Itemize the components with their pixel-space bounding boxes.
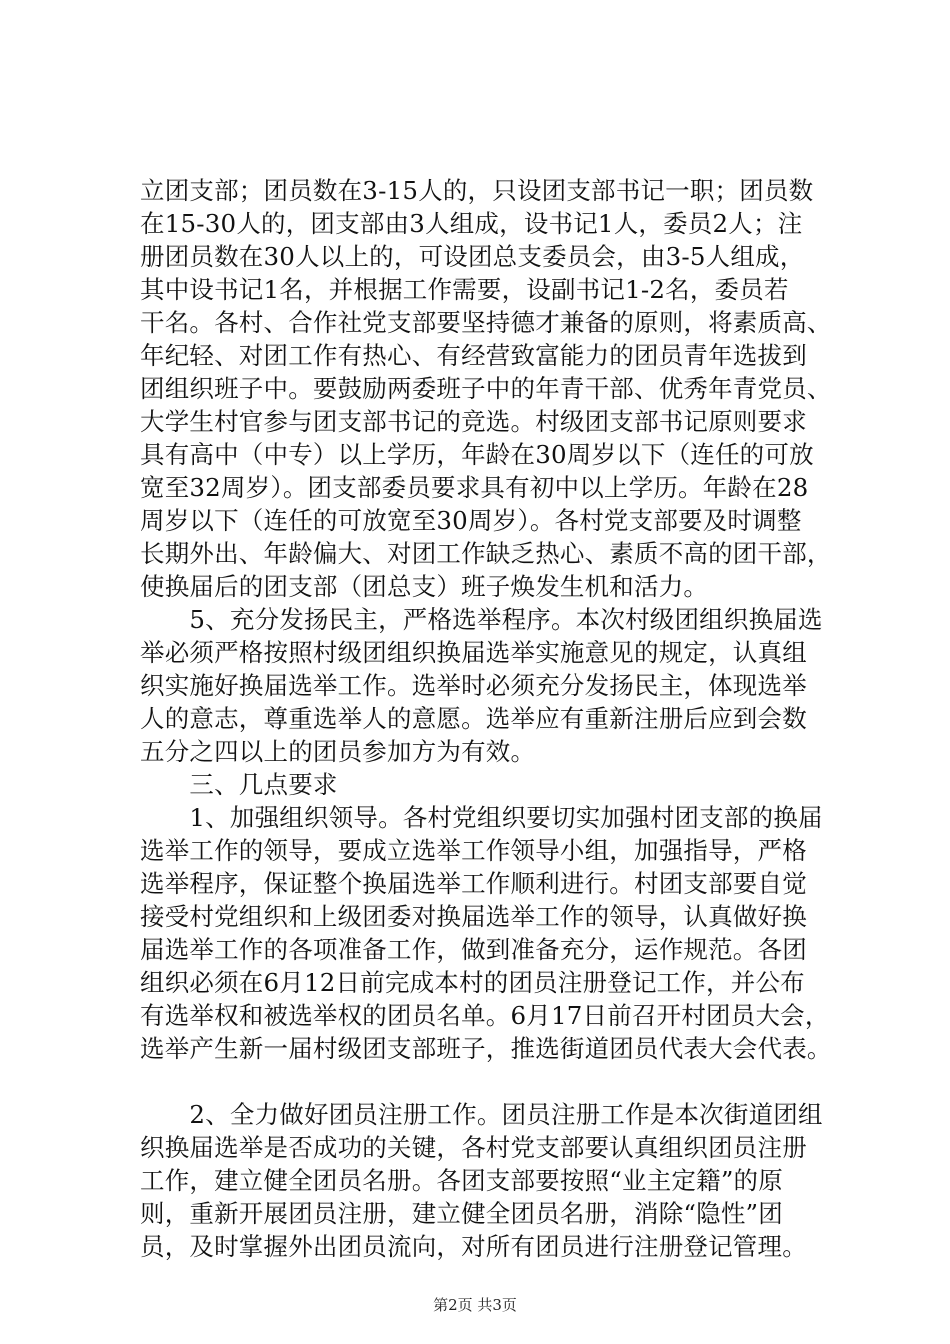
text-line: 年纪轻、对团工作有热心、有经营致富能力的团员青年选拔到 <box>140 341 807 370</box>
text-line: 则，重新开展团员注册，建立健全团员名册，消除“隐性”团 <box>140 1199 783 1228</box>
text-line: 在15-30人的，团支部由3人组成，设书记1人，委员2人；注 <box>140 209 803 238</box>
text-line: 选举产生新一届村级团支部班子，推选街道团员代表大会代表。 <box>140 1034 832 1063</box>
text-line: 1、加强组织领导。各村党组织要切实加强村团支部的换届 <box>140 803 823 832</box>
document-body <box>140 174 860 1263</box>
blank-line <box>140 1065 860 1098</box>
text-line: 五分之四以上的团员参加方为有效。 <box>140 737 536 766</box>
text-line: 干名。各村、合作社党支部要坚持德才兼备的原则，将素质高、 <box>140 308 832 337</box>
text-line: 选举程序，保证整个换届选举工作顺利进行。村团支部要自觉 <box>140 869 807 898</box>
text-line: 有选举权和被选举权的团员名单。6月17日前召开村团员大会， <box>140 1001 830 1030</box>
text-line: 织实施好换届选举工作。选举时必须充分发扬民主，体现选举 <box>140 671 807 700</box>
text-line: 宽至32周岁）。团支部委员要求具有初中以上学历。年龄在28 <box>140 473 809 502</box>
text-line: 员，及时掌握外出团员流向，对所有团员进行注册登记管理。 <box>140 1232 807 1261</box>
text-line: 选举工作的领导，要成立选举工作领导小组，加强指导，严格 <box>140 836 807 865</box>
text-line: 人的意志，尊重选举人的意愿。选举应有重新注册后应到会数 <box>140 704 807 733</box>
text-line: 周岁以下（连任的可放宽至30周岁）。各村党支部要及时调整 <box>140 506 802 535</box>
text-line: 2、全力做好团员注册工作。团员注册工作是本次街道团组 <box>140 1100 823 1129</box>
text-line: 其中设书记1名，并根据工作需要，设副书记1-2名，委员若 <box>140 275 789 304</box>
text-line: 三、几点要求 <box>140 770 338 799</box>
text-line: 册团员数在30人以上的，可设团总支委员会，由3-5人组成， <box>140 242 805 271</box>
text-line: 长期外出、年龄偏大、对团工作缺乏热心、素质不高的团干部， <box>140 539 832 568</box>
text-line: 工作，建立健全团员名册。各团支部要按照“业主定籍”的原 <box>140 1166 783 1195</box>
text-line: 举必须严格按照村级团组织换届选举实施意见的规定，认真组 <box>140 638 807 667</box>
text-line: 5、充分发扬民主，严格选举程序。本次村级团组织换届选 <box>140 605 823 634</box>
text-line: 具有高中（中专）以上学历，年龄在30周岁以下（连任的可放 <box>140 440 814 469</box>
text-line: 组织必须在6月12日前完成本村的团员注册登记工作，并公布 <box>140 968 805 997</box>
text-line: 织换届选举是否成功的关键，各村党支部要认真组织团员注册 <box>140 1133 807 1162</box>
text-line: 届选举工作的各项准备工作，做到准备充分，运作规范。各团 <box>140 935 807 964</box>
text-line: 大学生村官参与团支部书记的竞选。村级团支部书记原则要求 <box>140 407 807 436</box>
text-line: 使换届后的团支部（团总支）班子焕发生机和活力。 <box>140 572 709 601</box>
text-line: 团组织班子中。要鼓励两委班子中的年青干部、优秀年青党员、 <box>140 374 832 403</box>
text-line: 立团支部；团员数在3-15人的，只设团支部书记一职；团员数 <box>140 176 814 205</box>
text-line: 接受村党组织和上级团委对换届选举工作的领导，认真做好换 <box>140 902 807 931</box>
page-footer: 第2页 共3页 <box>433 1296 517 1314</box>
